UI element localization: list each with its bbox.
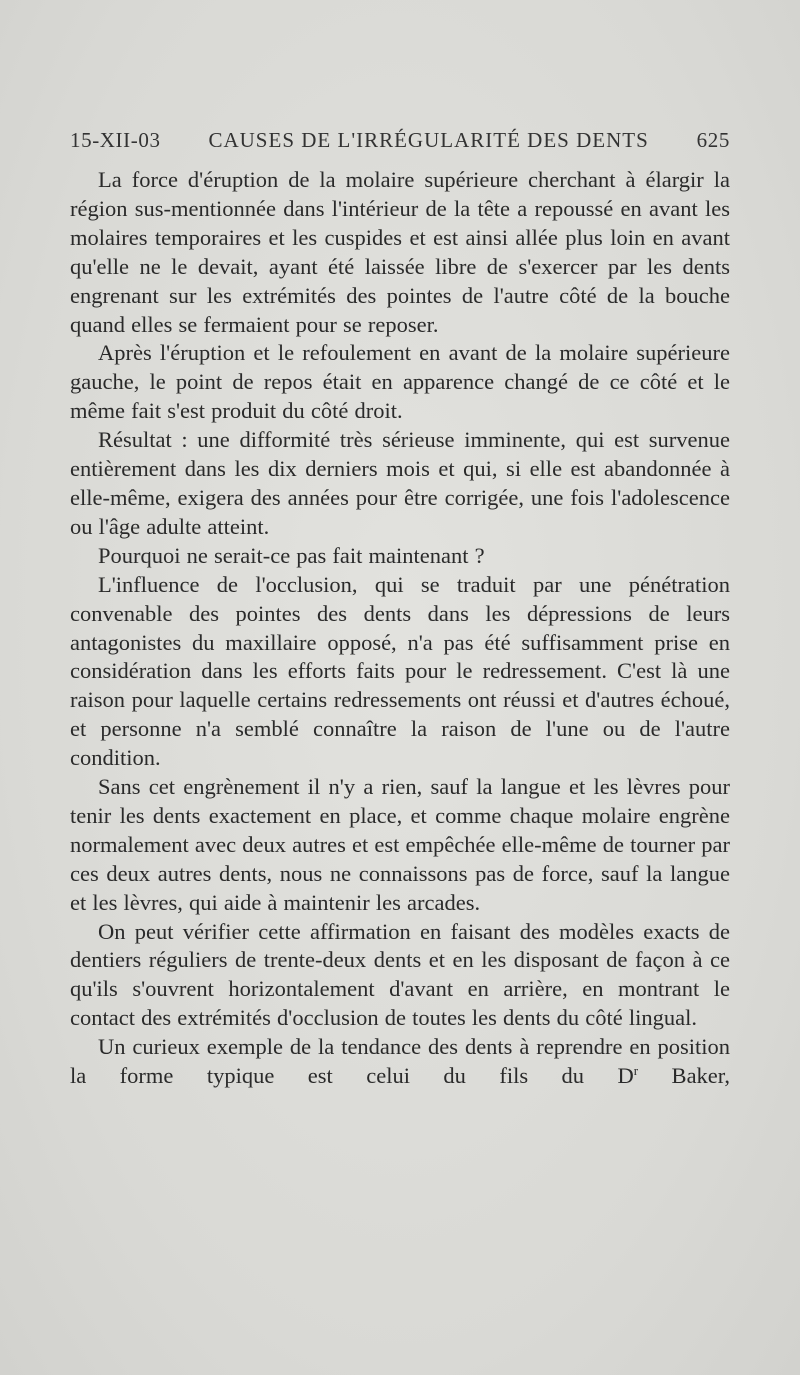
- paragraph: L'influence de l'occlusion, qui se traduit par une pénétration convenable des pointes des dents dans les dépressions de leurs antagonistes du maxillaire opposé, n'a pas été suffisamment prise en considération dans les efforts faits pour le redressement. C'est là une raison pour laquelle certains redressements ont réussi et d'autres échoué, et personne n'a semblé connaître la raison de l'une ou de l'autre condition.: [70, 571, 730, 771]
- running-head: [70, 128, 730, 164]
- paragraph: La force d'éruption de la molaire supérieure cherchant à élargir la région sus-mentionnée dans l'intérieur de la tête a repoussé en avant les molaires temporaires et les cuspides et est ainsi allée plus loin en avant qu'elle ne le devait, ayant été laissée libre de s'exercer par les dents engrenant sur les extrémités des pointes de l'autre côté de la bouche quand elles se fermaient pour se reposer.: [70, 167, 730, 337]
- paragraph: Pourquoi ne serait-ce pas fait maintenant ?: [98, 542, 485, 568]
- issue-date: 15-XII-03: [70, 128, 161, 152]
- paragraph-text: Un curieux exemple de la tendance des dents à reprendre en position la forme typique est celui du fils du D: [70, 1034, 730, 1089]
- doctor-abbrev-superscript: r: [633, 1063, 639, 1079]
- page-number: 625: [696, 128, 730, 152]
- paragraph-text-end: Baker,: [638, 1063, 731, 1089]
- paragraph: Sans cet engrènement il n'y a rien, sauf la langue et les lèvres pour tenir les dents exactement en place, et comme chaque molaire engrène normalement avec deux autres et est empêchée elle-même de tourner par ces deux autres dents, nous ne connaissons pas de force, sauf la langue et les lèvres, qui aide à maintenir les arcades.: [70, 774, 730, 915]
- body-text: [70, 166, 730, 1091]
- paragraph: On peut vérifier cette affirmation en faisant des modèles exacts de dentiers réguliers de trente-deux dents et en les disposant de façon à ce qu'ils s'ouvrent horizontalement d'avant en arrière, en montrant le contact des extrémités d'occlusion de toutes les dents du côté lingual.: [70, 918, 730, 1031]
- chapter-title: CAUSES DE L'IRRÉGULARITÉ DES DENTS: [208, 128, 649, 152]
- paragraph: Résultat : une difformité très sérieuse imminente, qui est survenue entièrement dans les dix derniers mois et qui, si elle est abandonnée à elle-même, exigera des années pour être corrigée, une fois l'adolescence ou l'âge adulte atteint.: [70, 427, 730, 539]
- paragraph-continued: [70, 1033, 730, 1091]
- book-page: [70, 128, 730, 1278]
- paragraph: Après l'éruption et le refoulement en avant de la molaire supérieure gauche, le point de repos était en apparence changé de ce côté et le même fait s'est produit du côté droit.: [70, 340, 730, 424]
